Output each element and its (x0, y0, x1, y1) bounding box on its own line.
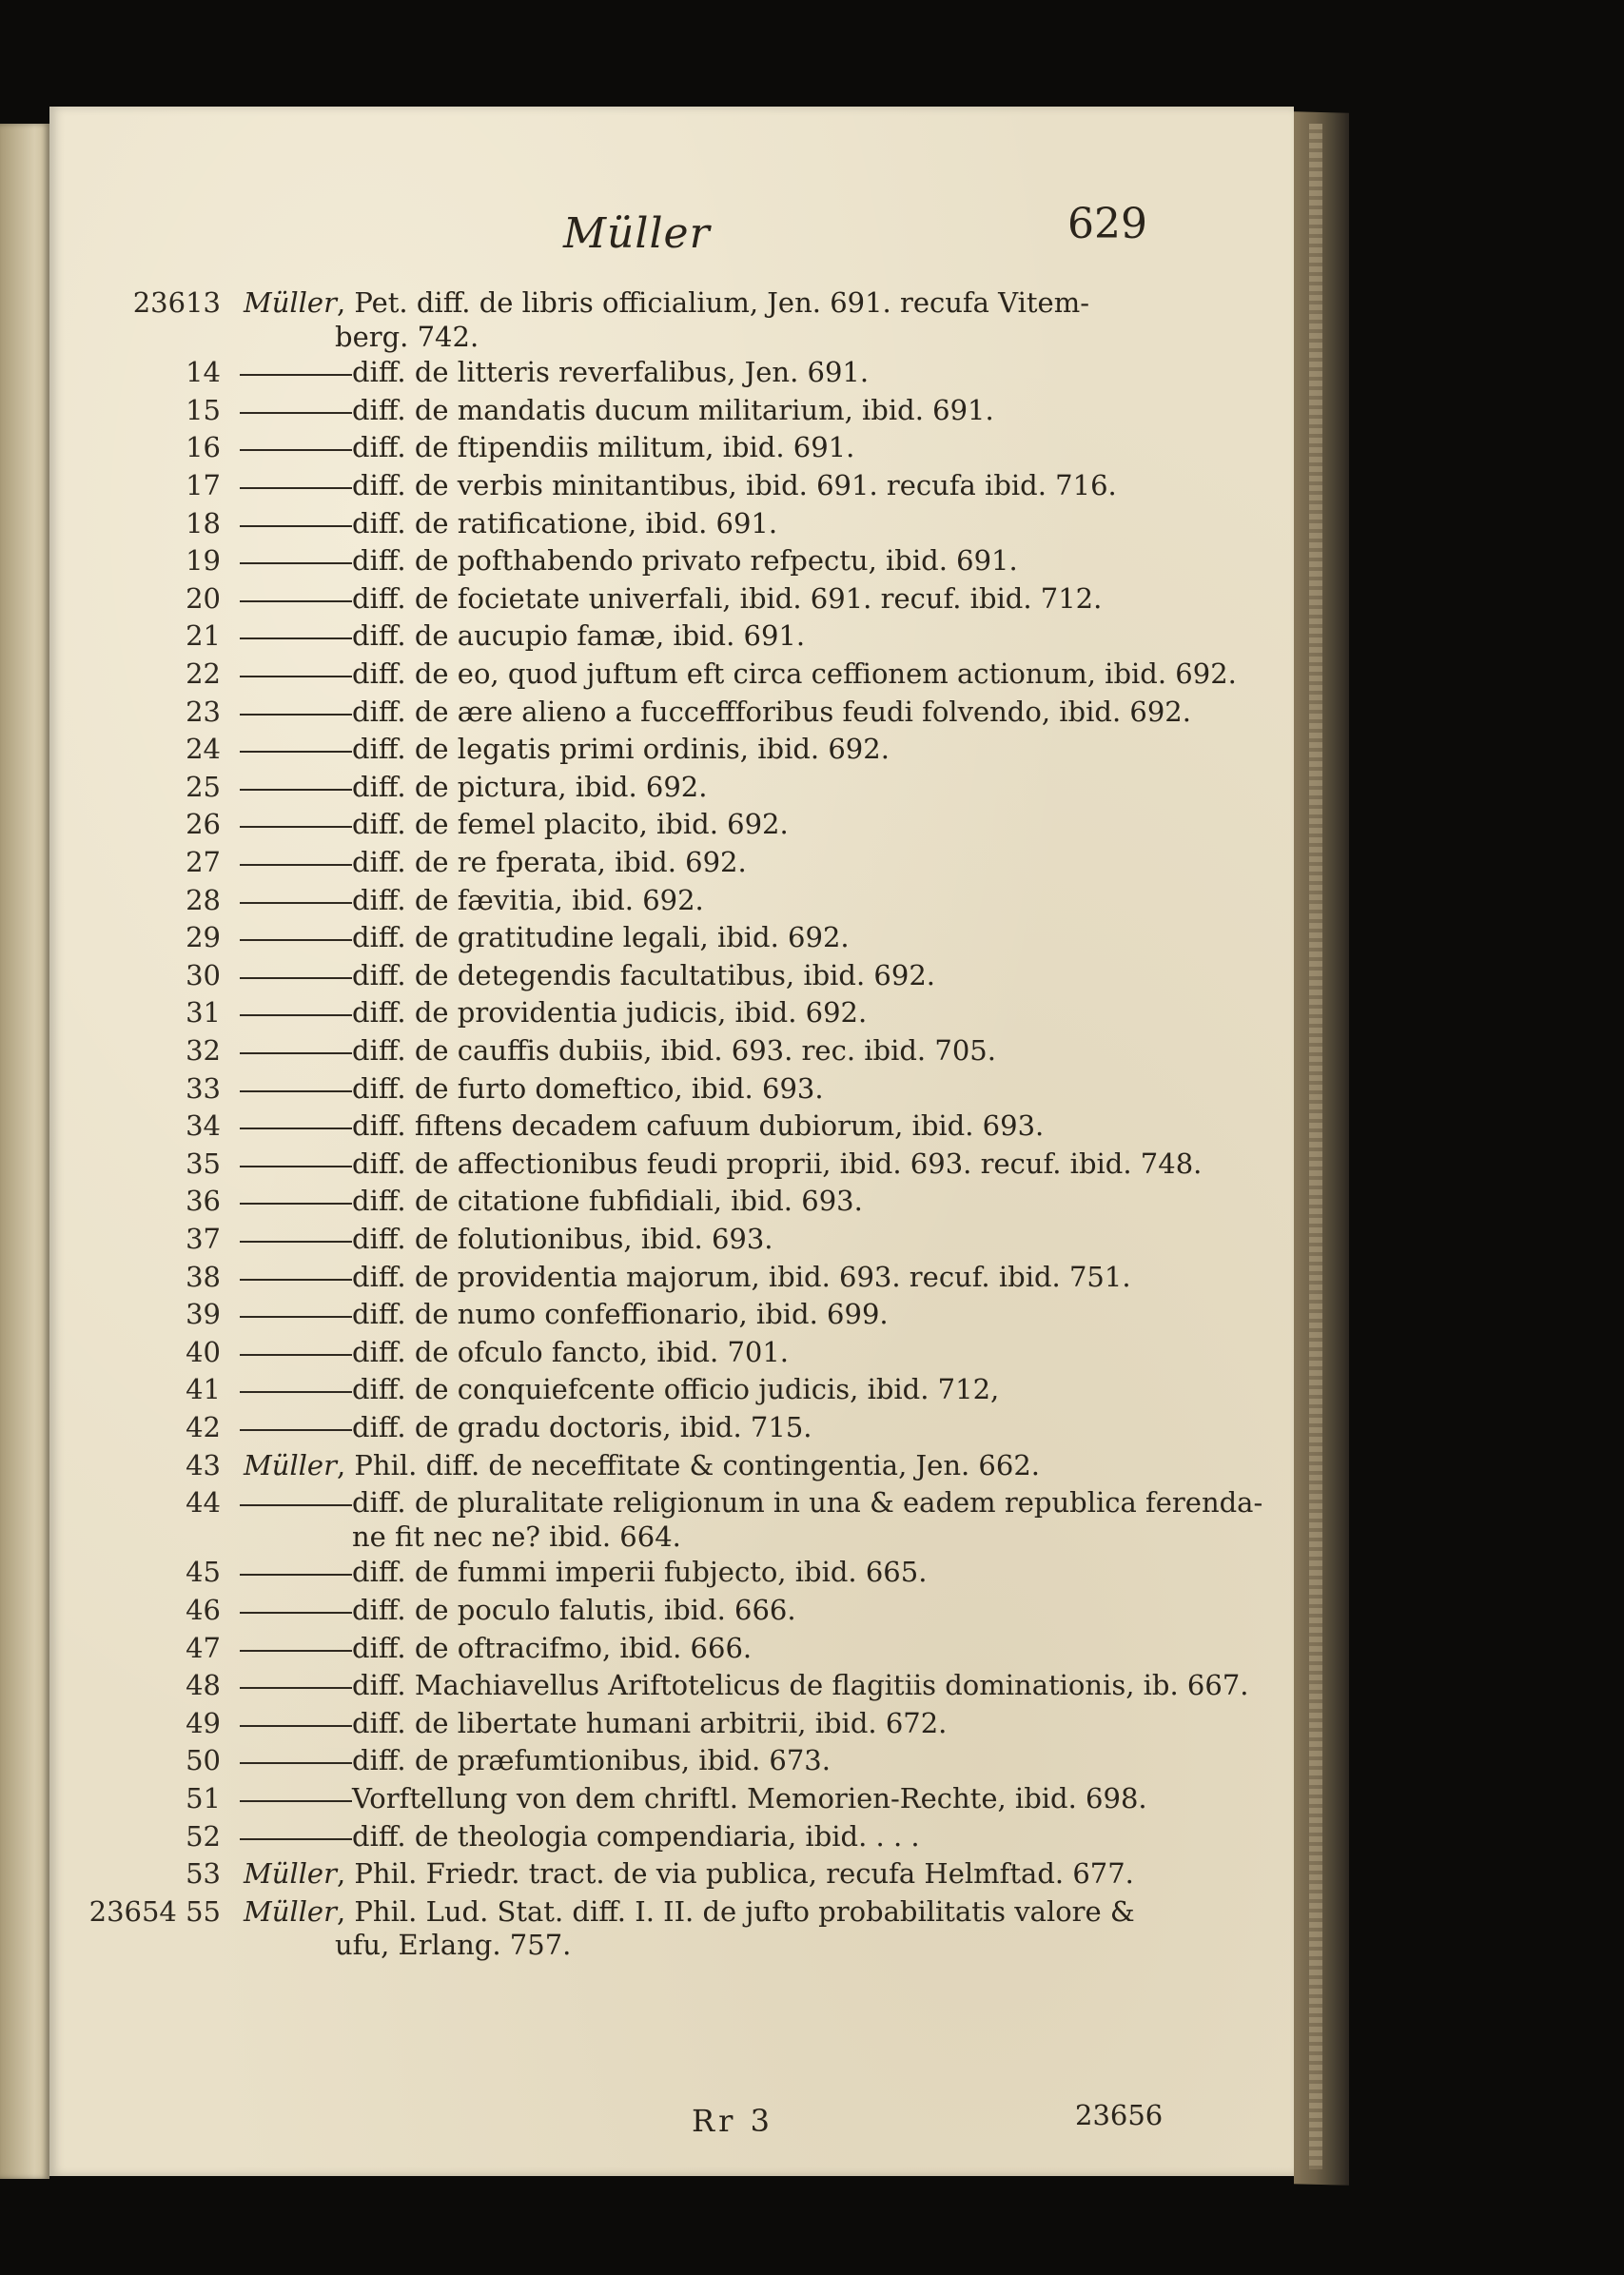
ditto-rule (240, 751, 352, 753)
entry-row (49, 284, 1294, 325)
entry-number: 26 (186, 808, 221, 841)
entry-number: 23613 (132, 286, 221, 319)
entry-number: 53 (186, 1857, 221, 1891)
entry-text: diff. de focietate univerfali, ibid. 691. recuf. ibid. 712. (352, 581, 1103, 615)
entry-number: 22 (186, 657, 221, 690)
entry-number: 16 (186, 431, 221, 464)
ditto-rule (240, 1800, 352, 1802)
entry-text: diff. de affectionibus feudi proprii, ibid. 693. recuf. ibid. 748. (352, 1147, 1203, 1180)
entry-continuation: ne fit nec ne? ibid. 664. (352, 1520, 681, 1553)
entry-text: diff. de præfumtionibus, ibid. 673. (352, 1744, 831, 1777)
entry-row (49, 617, 1294, 658)
entry-text: diff. de fævitia, ibid. 692. (352, 883, 704, 916)
entry-text: diff. de detegendis facultatibus, ibid. 692. (352, 958, 936, 991)
entry-row (49, 466, 1294, 508)
entry-row (49, 1145, 1294, 1187)
entry-text: diff. Machiavellus Ariftotelicus de flagitiis dominationis, ib. 667. (352, 1669, 1249, 1702)
entry-number: 28 (186, 883, 221, 916)
entry-row (49, 693, 1294, 735)
page-stack-edge (1309, 124, 1322, 2169)
entry-number: 14 (186, 356, 221, 389)
ditto-rule (240, 864, 352, 866)
entry-text: Müller, Pet. diff. de libris officialium, Jen. 691. recufa Vitem- (244, 286, 1089, 319)
ditto-rule (240, 1316, 352, 1318)
ditto-rule (240, 977, 352, 979)
ditto-rule (240, 637, 352, 639)
entry-number: 48 (186, 1669, 221, 1702)
entry-text: Müller, Phil. Friedr. tract. de via publica, recufa Helmftad. 677. (244, 1857, 1134, 1891)
ditto-rule (240, 1014, 352, 1016)
entry-number: 50 (186, 1744, 221, 1777)
running-title: Müller (563, 209, 711, 258)
entry-row (49, 391, 1294, 433)
ditto-rule (240, 600, 352, 602)
ditto-rule (240, 789, 352, 791)
entry-number: 23654 55 (88, 1894, 221, 1928)
entry-text: diff. de furto domeftico, ibid. 693. (352, 1071, 824, 1105)
page-number: 629 (1067, 200, 1147, 248)
entry-row (49, 504, 1294, 546)
catchword: 23656 (1075, 2099, 1164, 2131)
entry-row (49, 918, 1294, 960)
entry-row (49, 1553, 1294, 1595)
entry-text: diff. de numo confeffionario, ibid. 699. (352, 1298, 889, 1331)
entry-number: 32 (186, 1034, 221, 1067)
entry-text: diff. de ratificatione, ibid. 691. (352, 506, 778, 539)
ditto-rule (240, 1429, 352, 1431)
entry-row (49, 1220, 1294, 1262)
entry-text: Vorftellung von dem chriftl. Memorien-Rechte, ibid. 698. (352, 1782, 1147, 1814)
entry-text: diff. de aucupio famæ, ibid. 691. (352, 619, 806, 653)
entry-text: Müller, Phil. Lud. Stat. diff. I. II. de jufto probabilitatis valore & (244, 1894, 1135, 1928)
entry-number: 43 (186, 1448, 221, 1481)
entry-number: 47 (186, 1631, 221, 1664)
ditto-rule (240, 1391, 352, 1393)
entry-row (49, 730, 1294, 772)
entry-text: diff. de legatis primi ordinis, ibid. 692. (352, 733, 890, 766)
entry-row (49, 353, 1294, 395)
entry-row (49, 805, 1294, 847)
entry-text: Müller, Phil. diff. de neceffitate & contingentia, Jen. 662. (244, 1448, 1040, 1481)
ditto-rule (240, 562, 352, 564)
ditto-rule (240, 1279, 352, 1281)
entry-continuation: ufu, Erlang. 757. (335, 1929, 572, 1962)
entry-text: diff. de pofthabendo privato refpectu, ibid. 691. (352, 544, 1018, 578)
ditto-rule (240, 1128, 352, 1129)
entry-text: diff. de gratitudine legali, ibid. 692. (352, 921, 850, 954)
entry-text: diff. de citatione fubfidiali, ibid. 693. (352, 1185, 863, 1218)
entry-row (49, 1666, 1294, 1708)
ditto-rule (240, 714, 352, 716)
entry-row (49, 1182, 1294, 1224)
entry-number: 31 (186, 996, 221, 1030)
entry-number: 25 (186, 770, 221, 803)
entry-row (49, 541, 1294, 583)
entry-number: 44 (186, 1486, 221, 1520)
entry-text: diff. de pluralitate religionum in una & eadem republica ferenda- (352, 1486, 1263, 1520)
entry-text: diff. de ofculo fancto, ibid. 701. (352, 1335, 790, 1368)
entry-row (49, 881, 1294, 923)
entry-number: 36 (186, 1185, 221, 1218)
entry-row (49, 1408, 1294, 1450)
entry-text: diff. de folutionibus, ibid. 693. (352, 1223, 773, 1255)
entry-number: 42 (186, 1411, 221, 1443)
entry-text: diff. de theologia compendiaria, ibid. . . . (352, 1819, 920, 1853)
entry-text: diff. de oftracifmo, ibid. 666. (352, 1631, 753, 1664)
entry-number: 52 (186, 1819, 221, 1853)
entry-number: 18 (186, 506, 221, 539)
entry-number: 45 (186, 1556, 221, 1589)
entry-text: diff. de cauffis dubiis, ibid. 693. rec. ibid. 705. (352, 1034, 996, 1067)
ditto-rule (240, 1354, 352, 1356)
ditto-rule (240, 1574, 352, 1576)
entry-number: 33 (186, 1071, 221, 1105)
ditto-rule (240, 902, 352, 904)
entry-number: 30 (186, 958, 221, 991)
entry-text: diff. de verbis minitantibus, ibid. 691. recufa ibid. 716. (352, 469, 1117, 501)
ditto-rule (240, 1612, 352, 1614)
entry-text: diff. de providentia majorum, ibid. 693. recuf. ibid. 751. (352, 1260, 1131, 1293)
entry-text: diff. de libertate humani arbitrii, ibid. 672. (352, 1706, 948, 1739)
entry-row (49, 655, 1294, 696)
entry-row (49, 428, 1294, 470)
entry-row (49, 1893, 1294, 1934)
entry-number: 21 (186, 619, 221, 653)
ditto-rule (240, 1090, 352, 1092)
ditto-rule (240, 1687, 352, 1689)
entry-row (49, 1107, 1294, 1148)
ditto-rule (240, 412, 352, 414)
entry-number: 29 (186, 921, 221, 954)
entry-row (49, 1069, 1294, 1111)
entry-number: 49 (186, 1706, 221, 1739)
entry-row (49, 1333, 1294, 1375)
entry-text: diff. de pictura, ibid. 692. (352, 770, 708, 803)
ditto-rule (240, 939, 352, 941)
entry-number: 34 (186, 1109, 221, 1143)
entry-number: 38 (186, 1260, 221, 1293)
entry-number: 27 (186, 846, 221, 878)
ditto-rule (240, 1052, 352, 1054)
entry-row (49, 1779, 1294, 1821)
entry-text: diff. de conquiefcente officio judicis, ibid. 712, (352, 1373, 1000, 1406)
ditto-rule (240, 1504, 352, 1506)
ditto-rule (240, 1650, 352, 1652)
ditto-rule (240, 1166, 352, 1167)
entry-row (49, 956, 1294, 998)
entry-row (49, 1817, 1294, 1859)
entry-text: diff. de femel placito, ibid. 692. (352, 808, 789, 841)
entry-row (49, 993, 1294, 1035)
ditto-rule (240, 1762, 352, 1764)
entry-text: diff. de ære alieno a fucceffforibus feudi folvendo, ibid. 692. (352, 695, 1191, 728)
entry-row (49, 1591, 1294, 1633)
entry-row (49, 1741, 1294, 1783)
ditto-rule (240, 1203, 352, 1205)
entry-text: diff. de poculo falutis, ibid. 666. (352, 1594, 796, 1626)
entry-row (49, 1704, 1294, 1746)
entry-row (49, 768, 1294, 810)
entry-number: 23 (186, 695, 221, 728)
entry-number: 40 (186, 1335, 221, 1368)
ditto-rule (240, 525, 352, 527)
entry-number: 35 (186, 1147, 221, 1180)
ditto-rule (240, 1725, 352, 1727)
entry-number: 51 (186, 1782, 221, 1814)
entry-row (49, 1854, 1294, 1896)
entry-text: diff. de mandatis ducum militarium, ibid. 691. (352, 393, 994, 426)
entry-row (49, 1446, 1294, 1488)
entry-number: 20 (186, 581, 221, 615)
entry-text: diff. fiftens decadem cafuum dubiorum, ibid. 693. (352, 1109, 1045, 1143)
entry-text: diff. de gradu doctoris, ibid. 715. (352, 1411, 812, 1443)
ditto-rule (240, 1838, 352, 1840)
entry-number: 39 (186, 1298, 221, 1331)
entry-row (49, 1295, 1294, 1337)
ditto-rule (240, 826, 352, 828)
entry-text: diff. de re fperata, ibid. 692. (352, 846, 747, 878)
entry-row (49, 1370, 1294, 1412)
entry-number: 15 (186, 393, 221, 426)
entry-number: 46 (186, 1594, 221, 1626)
entry-row (49, 1629, 1294, 1671)
entry-text: diff. de eo, quod juftum eft circa ceffionem actionum, ibid. 692. (352, 657, 1237, 690)
entry-row (49, 843, 1294, 885)
entry-row (49, 1258, 1294, 1300)
signature-mark: Rr 3 (692, 2103, 773, 2139)
entry-continuation: berg. 742. (335, 320, 479, 353)
entry-number: 17 (186, 469, 221, 501)
ditto-rule (240, 676, 352, 677)
entry-row (49, 579, 1294, 621)
ditto-rule (240, 374, 352, 376)
entry-text: diff. de fummi imperii fubjecto, ibid. 665. (352, 1556, 928, 1589)
ditto-rule (240, 487, 352, 489)
facing-page-edge (0, 124, 49, 2179)
book-page (49, 107, 1294, 2176)
entry-number: 19 (186, 544, 221, 578)
entry-number: 41 (186, 1373, 221, 1406)
ditto-rule (240, 449, 352, 451)
entry-text: diff. de ftipendiis militum, ibid. 691. (352, 431, 855, 464)
entry-row (49, 1031, 1294, 1073)
entry-text: diff. de providentia judicis, ibid. 692. (352, 996, 868, 1030)
entry-text: diff. de litteris reverfalibus, Jen. 691. (352, 356, 870, 389)
entry-number: 24 (186, 733, 221, 766)
ditto-rule (240, 1241, 352, 1243)
entry-number: 37 (186, 1223, 221, 1255)
